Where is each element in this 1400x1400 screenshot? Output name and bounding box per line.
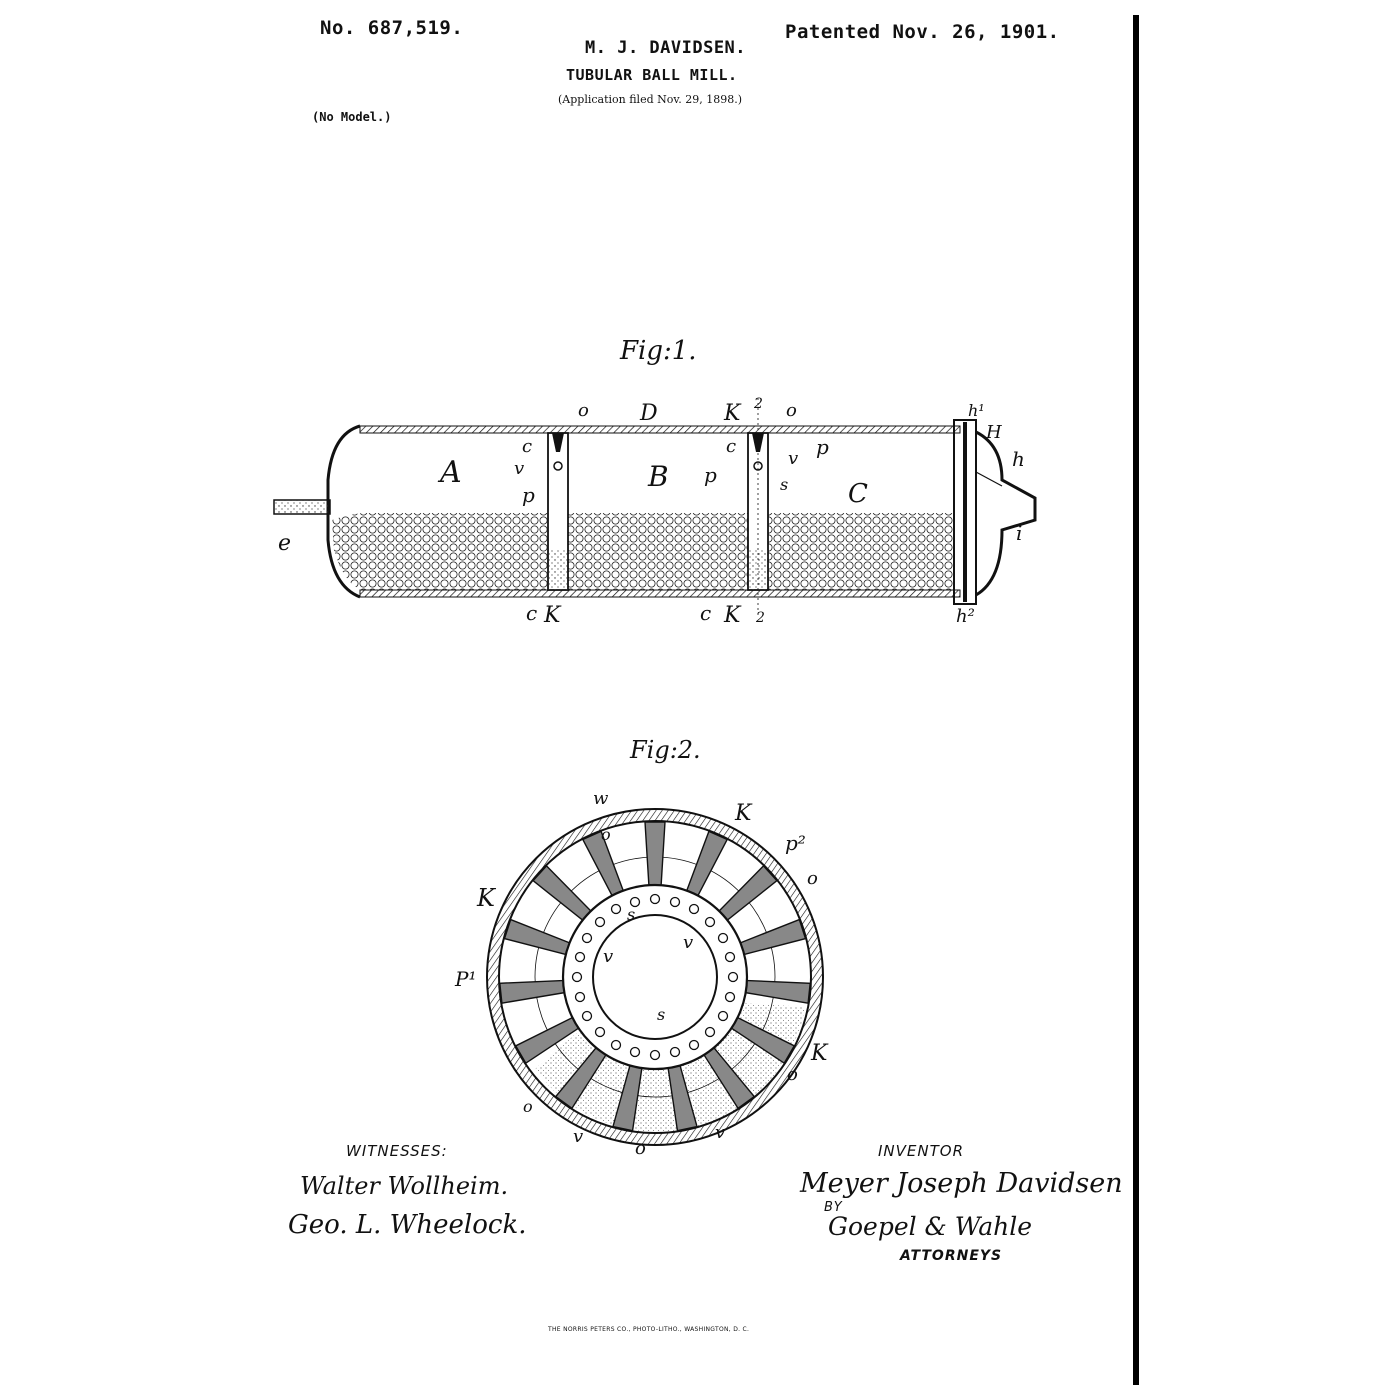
fig2-label-o-right: o — [807, 868, 818, 889]
fig2-inner-bore — [593, 915, 717, 1039]
witnesses-label: WITNESSES: — [346, 1142, 448, 1160]
fig1-inlet-trunnion — [274, 500, 330, 514]
printer-credit: THE NORRIS PETERS CO., PHOTO-LITHO., WASHINGTON, D. C. — [548, 1326, 750, 1333]
fig1-label-section-bottom: 2 — [756, 610, 765, 626]
fig2-label-v-bottom-left: v — [573, 1126, 584, 1147]
fig1-label-C: C — [848, 479, 868, 509]
fig2-label-s-bottom: s — [657, 1005, 666, 1024]
fig1-label-section-top: 2 — [754, 396, 763, 412]
fig1-label-p-2: p — [704, 463, 717, 487]
patent-title: TUBULAR BALL MILL. — [566, 66, 738, 84]
fig1-label-p-3: p — [816, 435, 829, 459]
fig1-label-p-1: p — [522, 483, 535, 507]
fig1-label-c-lower-2: c — [700, 601, 712, 625]
fig2-label-K-right: K — [811, 1041, 828, 1066]
inventor-signature: Meyer Joseph Davidsen — [800, 1168, 1123, 1199]
patented-date: Patented Nov. 26, 1901. — [785, 21, 1060, 43]
fig1-label-s: s — [780, 475, 789, 494]
fig1-label-A: A — [440, 455, 462, 490]
fig1-shell-bottom — [360, 590, 960, 597]
fig1-caption: Fig:1. — [620, 336, 697, 366]
fig1-partition-1 — [548, 433, 568, 590]
fig1-label-v-2: v — [788, 448, 799, 469]
fig1-label-c-upper-2: c — [726, 436, 737, 457]
inventor-heading: M. J. DAVIDSEN. — [585, 38, 747, 58]
fig1-partition-2 — [748, 433, 768, 590]
fig2-label-o-top: o — [601, 825, 611, 844]
fig1-shell-top — [360, 426, 960, 433]
witness-2-signature: Geo. L. Wheelock. — [288, 1210, 527, 1240]
fig1-label-o-1: o — [578, 400, 589, 421]
fig2-label-o-bottom-right: o — [787, 1064, 798, 1085]
application-date: (Application filed Nov. 29, 1898.) — [558, 93, 743, 106]
fig2-label-o-bottom-left: o — [523, 1097, 533, 1116]
fig2-label-s-top: s — [627, 905, 636, 924]
by-label: BY — [824, 1200, 843, 1215]
inventor-label: INVENTOR — [878, 1142, 964, 1160]
fig2-label-v-bottom-right: v — [715, 1122, 726, 1143]
fig2-label-K-left: K — [477, 884, 495, 912]
fig1-label-e: e — [278, 531, 292, 556]
witness-1-signature: Walter Wollheim. — [300, 1172, 509, 1200]
fig2-label-w: w — [593, 788, 609, 809]
fig2-label-p2: p² — [785, 831, 806, 855]
attorneys-label: ATTORNEYS — [900, 1248, 1003, 1264]
fig2-label-P1: P¹ — [455, 967, 477, 991]
fig1-label-B: B — [648, 460, 669, 493]
fig1-label-c-lower-1: c — [526, 601, 538, 625]
fig1-label-K-lower-2: K — [724, 603, 741, 628]
fig1-label-i: i — [1016, 521, 1023, 545]
fig2-caption: Fig:2. — [630, 736, 701, 764]
attorney-signature: Goepel & Wahle — [828, 1212, 1033, 1241]
fig2-cross-section-drawing — [435, 780, 855, 1170]
page-edge-rule — [1133, 15, 1139, 1385]
fig2-label-v-left: v — [603, 946, 614, 967]
fig1-label-D: D — [640, 401, 658, 426]
fig1-ball-charge — [362, 513, 954, 590]
fig1-label-K-upper-2: K — [724, 401, 741, 426]
fig1-right-head — [976, 432, 1035, 595]
fig1-label-h1: h¹ — [968, 401, 985, 420]
fig1-label-h2: h² — [956, 606, 975, 627]
fig1-label-H: H — [986, 422, 1002, 443]
fig1-label-c-upper-1: c — [522, 436, 533, 457]
fig1-label-K-lower-1: K — [544, 603, 561, 628]
fig2-label-K-top: K — [735, 801, 752, 826]
fig2-label-o-bottom: o — [635, 1138, 646, 1159]
fig1-mill-drawing — [260, 390, 1060, 635]
patent-number: No. 687,519. — [320, 17, 464, 39]
fig1-label-o-2: o — [786, 400, 797, 421]
fig1-label-h: h — [1012, 447, 1025, 471]
fig2-label-v-right: v — [683, 932, 694, 953]
fig1-label-v-1: v — [514, 458, 525, 479]
model-note: (No Model.) — [312, 110, 392, 124]
